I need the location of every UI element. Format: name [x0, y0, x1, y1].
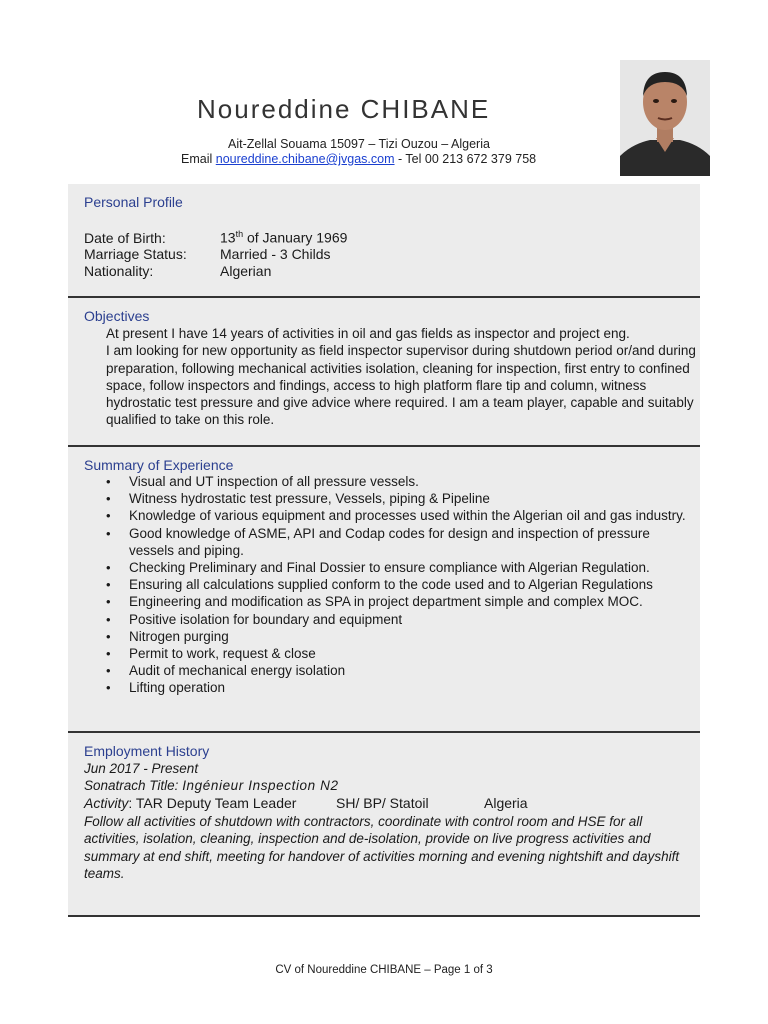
section-title: Employment History: [84, 743, 210, 759]
list-item: • Lifting operation: [106, 679, 686, 696]
objectives-section: [68, 298, 700, 447]
nationality-label: Nationality:: [84, 263, 154, 279]
list-item: • Audit of mechanical energy isolation: [106, 662, 686, 679]
page-footer: CV of Noureddine CHIBANE – Page 1 of 3: [275, 964, 493, 976]
objective-line-2: I am looking for new opportunity as field inspector supervisor during shutdown period or/and during preparation, following mechanical activities isolation, cleaning for inspection, first entry to confined space, follow inspectors and findings, access to high platform flare tip and column, witness hydrostatic test pressure and give advice where required. I am a team player, capable and suitably qualified to take on this role.: [106, 343, 696, 428]
list-item: • Witness hydrostatic test pressure, Vessels, piping & Pipeline: [106, 490, 686, 507]
marriage-label: Marriage Status:: [84, 246, 187, 262]
list-item: • Engineering and modification as SPA in project department simple and complex MOC.: [106, 593, 686, 610]
objective-line-1: At present I have 14 years of activities in oil and gas fields as inspector and project eng.: [106, 326, 630, 341]
section-title: Summary of Experience: [84, 457, 234, 473]
list-item: • Visual and UT inspection of all pressure vessels.: [106, 473, 686, 490]
email-link[interactable]: noureddine.chibane@jvgas.com: [215, 152, 395, 166]
dob-day: 13: [220, 229, 236, 246]
dob-suffix: th: [235, 229, 244, 239]
job-description: Follow all activities of shutdown with contractors, coordinate with control room and HSE for all activities, isolation, cleaning, inspection and de-isolation, provide on live progress activities and summary at end shift, meeting for handover of activities morning and evening nightshift and dayshift teams.: [84, 814, 680, 881]
activity-label: Activity: [84, 795, 129, 811]
activity-country: Algeria: [484, 795, 528, 811]
summary-section: [68, 447, 700, 733]
list-item: • Positive isolation for boundary and equipment: [106, 611, 686, 628]
list-item: • Ensuring all calculations supplied conform to the code used and to Algerian Regulations: [106, 576, 686, 593]
employment-period: Jun 2017 - Present: [84, 761, 199, 776]
list-item: • Checking Preliminary and Final Dossier to ensure compliance with Algerian Regulation.: [106, 559, 686, 576]
activity-row: [84, 795, 528, 811]
address: Ait-Zellal Souama 15097 – Tizi Ouzou – Algeria: [228, 137, 490, 151]
list-item: • Good knowledge of ASME, API and Codap codes for design and inspection of pressure vessels and piping.: [106, 525, 686, 559]
job-title-label: Sonatrach Title:: [84, 778, 183, 793]
list-item: • Nitrogen purging: [106, 628, 686, 645]
candidate-name: Noureddine CHIBANE: [197, 94, 491, 124]
activity-role: : TAR Deputy Team Leader: [128, 795, 297, 811]
section-title: Objectives: [84, 308, 150, 324]
dob-label: Date of Birth:: [84, 229, 166, 246]
phone-text: - Tel 00 213 672 379 758: [398, 152, 537, 166]
job-title-value: Ingénieur Inspection N2: [182, 778, 339, 793]
marriage-value: Married - 3 Childs: [220, 246, 331, 262]
contact-line: [181, 152, 536, 166]
list-item: • Knowledge of various equipment and processes used within the Algerian oil and gas industry.: [106, 507, 686, 524]
dob-row: [84, 229, 347, 246]
dob-rest: of January 1969: [243, 229, 348, 246]
marriage-row: [84, 246, 330, 262]
job-title-row: [84, 778, 339, 793]
profile-photo: [620, 60, 710, 176]
objectives-text: [106, 325, 696, 429]
employment-section: [68, 733, 700, 917]
section-title: Personal Profile: [84, 194, 183, 210]
list-item: • Permit to work, request & close: [106, 645, 686, 662]
nationality-row: [84, 263, 271, 279]
activity-company: SH/ BP/ Statoil: [336, 795, 429, 811]
nationality-value: Algerian: [220, 263, 272, 279]
personal-profile-section: [68, 184, 700, 298]
experience-list: [106, 473, 686, 697]
email-label: Email: [181, 152, 213, 166]
